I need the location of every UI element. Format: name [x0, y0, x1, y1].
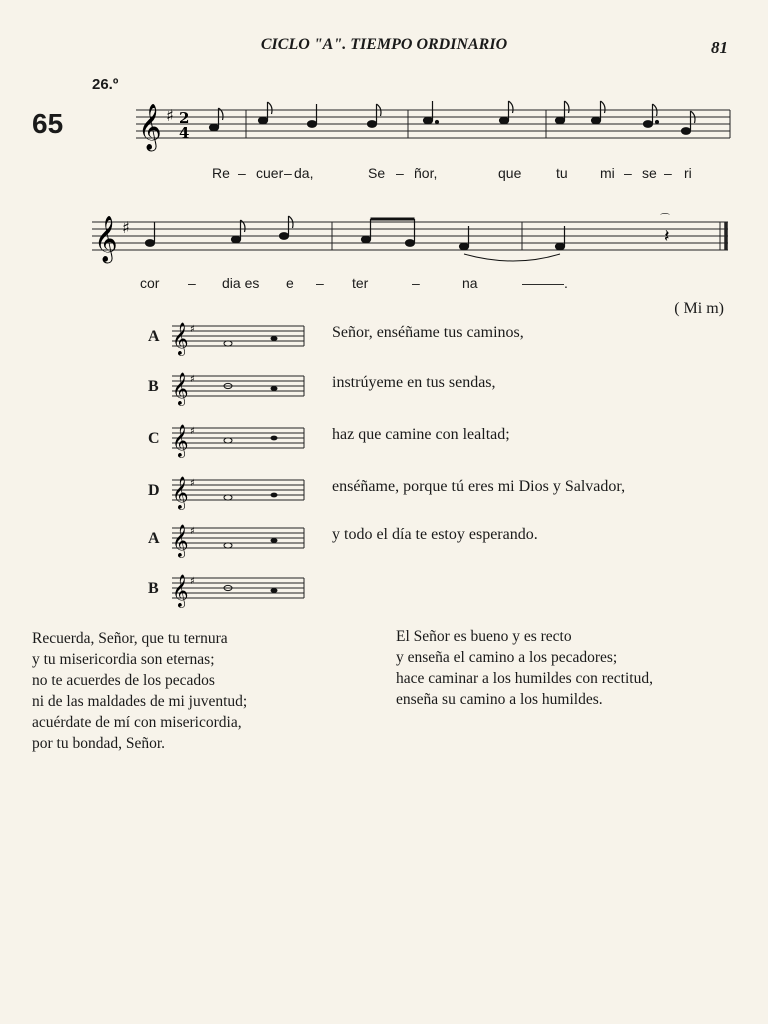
song-number: 65 [32, 108, 64, 139]
treble-clef-icon: 𝄞 [172, 372, 189, 405]
song-sub-number: 26.º [92, 76, 119, 93]
treble-clef-icon: 𝄞 [172, 476, 189, 509]
lyric-hyphen: – [188, 275, 196, 291]
treble-clef-icon: 𝄞 [94, 216, 118, 262]
note [592, 117, 601, 124]
psalm-verse-text: enséñame, porque tú eres mi Dios y Salvador, [332, 478, 626, 495]
psalm-verse-text: Señor, enséñame tus caminos, [332, 324, 524, 341]
treble-clef-icon: 𝄞 [172, 524, 189, 557]
psalm-tone-staff [168, 368, 308, 408]
note [682, 128, 691, 135]
stanza-line: Recuerda, Señor, que tu ternura [32, 630, 228, 647]
psalm-tone-staff [168, 472, 308, 512]
quarter-rest-icon: 𝄽 [664, 226, 670, 247]
lyric-extender: ———. [522, 275, 568, 291]
lyric-syllable: se [642, 165, 657, 181]
note [224, 438, 232, 443]
tie [464, 254, 560, 261]
lyric-hyphen: – [664, 165, 672, 181]
lyric-hyphen: – [284, 165, 292, 181]
page-header-title: CICLO "A". TIEMPO ORDINARIO [260, 36, 508, 53]
sharp-icon: ♯ [190, 426, 195, 437]
lyric-hyphen: – [412, 275, 420, 291]
note [424, 117, 433, 124]
sharp-icon: ♯ [166, 106, 174, 125]
note [308, 121, 317, 128]
stanza-line: no te acuerdes de los pecados [32, 672, 215, 689]
lyric-syllable: e [286, 275, 294, 291]
lyric-syllable: ri [684, 165, 692, 181]
lyric-syllable: cuer [256, 165, 284, 181]
psalm-verse-row [148, 570, 708, 610]
time-signature-bottom: 4 [179, 124, 190, 142]
psalm-tone-letter: A [148, 530, 160, 547]
psalm-verse-row [148, 368, 708, 408]
psalm-verse-row [148, 420, 708, 460]
note [224, 543, 232, 548]
lyric-syllable: dia es [222, 275, 260, 291]
note [224, 341, 232, 346]
lyric-syllable: na [462, 275, 478, 291]
sharp-icon: ♯ [190, 576, 195, 587]
lyric-syllable: ter [352, 275, 369, 291]
note [460, 243, 469, 250]
treble-clef-icon: 𝄞 [138, 104, 162, 150]
note [500, 117, 509, 124]
stanza-line: y enseña el camino a los pecadores; [396, 649, 618, 666]
svg-text:⌒: ⌒ [660, 214, 670, 225]
psalm-verse-row [148, 520, 708, 560]
sharp-icon: ♯ [190, 478, 195, 489]
sharp-icon: ♯ [190, 324, 195, 335]
music-staff-line-1 [136, 96, 732, 156]
stanza-left [32, 628, 247, 754]
psalm-verse-row [148, 318, 708, 358]
note [280, 233, 289, 240]
key-label: ( Mi m) [674, 300, 724, 317]
stanza-line: acuérdate de mí con misericordia, [32, 714, 242, 731]
lyric-syllable: cor [140, 275, 160, 291]
note [271, 436, 278, 441]
note [271, 538, 278, 543]
psalm-tone-staff [168, 318, 308, 358]
psalm-tone-staff [168, 570, 308, 610]
lyric-hyphen: – [624, 165, 632, 181]
psalm-verse-row [148, 472, 708, 512]
note [146, 240, 155, 247]
stanza-right [396, 626, 653, 710]
lyric-syllable: Re [212, 165, 230, 181]
lyric-hyphen: – [316, 275, 324, 291]
lyric-syllable: Se [368, 165, 386, 181]
lyric-syllable: ñor, [414, 165, 438, 181]
note [210, 124, 219, 131]
lyric-syllable: mi [600, 165, 615, 181]
note [271, 386, 278, 391]
psalm-tone-letter: D [148, 482, 160, 499]
psalm-tone-letter: B [148, 580, 159, 597]
psalm-tone-staff [168, 420, 308, 460]
note [271, 493, 278, 498]
note [271, 588, 278, 593]
note [271, 336, 278, 341]
lyric-hyphen: – [396, 165, 404, 181]
note [556, 243, 565, 250]
stanza-line: ni de las maldades de mi juventud; [32, 693, 248, 710]
lyric-hyphen: – [238, 165, 246, 181]
time-signature-top: 2 [179, 109, 190, 127]
psalm-tone-letter: B [148, 378, 159, 395]
lyric-syllable: tu [556, 165, 568, 181]
note [556, 117, 565, 124]
psalm-verse-text: y todo el día te estoy esperando. [332, 526, 538, 543]
note [362, 236, 371, 243]
sharp-icon: ♯ [190, 374, 195, 385]
psalm-tone-staff [168, 520, 308, 560]
note [644, 121, 653, 128]
note [259, 117, 268, 124]
sharp-icon: ♯ [122, 218, 130, 237]
psalm-tone-letter: A [148, 328, 160, 345]
sharp-icon: ♯ [190, 526, 195, 537]
music-staff-line-2 [92, 210, 732, 270]
note [406, 240, 415, 247]
stanza-line: El Señor es bueno y es recto [396, 628, 572, 645]
page-number: 81 [711, 38, 728, 57]
psalm-verse-text: haz que camine con lealtad; [332, 426, 510, 443]
treble-clef-icon: 𝄞 [172, 574, 189, 607]
lyric-syllable: que [498, 165, 522, 181]
treble-clef-icon: 𝄞 [172, 424, 189, 457]
treble-clef-icon: 𝄞 [172, 322, 189, 355]
stanza-line: hace caminar a los humildes con rectitud, [396, 670, 653, 687]
psalm-verse-text: instrúyeme en tus sendas, [332, 374, 496, 391]
note [224, 495, 232, 500]
lyric-syllable: da, [294, 165, 314, 181]
note [368, 121, 377, 128]
note [232, 236, 241, 243]
psalm-tone-letter: C [148, 430, 160, 447]
stanza-line: enseña su camino a los humildes. [396, 691, 603, 708]
stanza-line: por tu bondad, Señor. [32, 735, 166, 752]
stanza-line: y tu misericordia son eternas; [32, 651, 215, 668]
